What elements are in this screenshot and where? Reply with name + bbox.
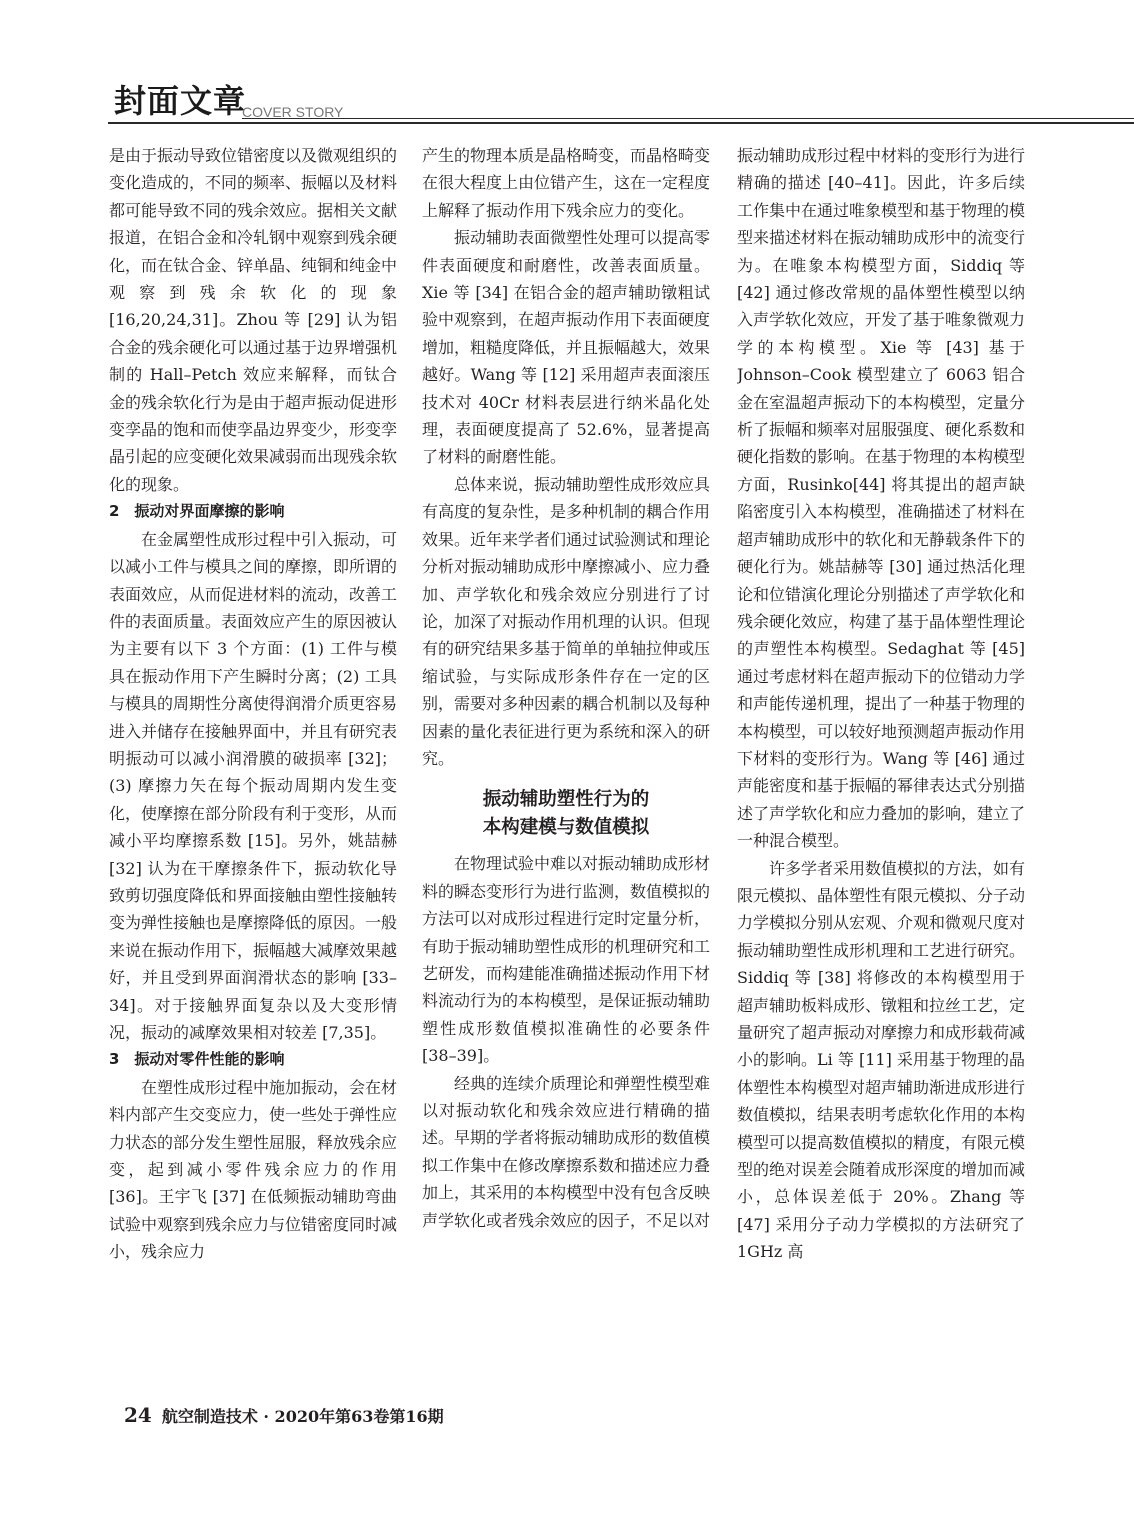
page-number: 24 xyxy=(124,1403,152,1427)
paragraph: 在塑性成形过程中施加振动，会在材料内部产生交变应力，使一些处于弹性应力状态的部分发生塑性屈服，释放残余应变，起到减小零件残余应力的作用 [36]。王宇飞 [37] 在低频振动辅助弯曲试验中观察到残余应力与位错密度同时减小，残余应力 xyxy=(109,1077,397,1262)
journal-citation: 航空制造技术 · 2020年第63卷第16期 xyxy=(161,1407,444,1426)
paragraph: 产生的物理本质是晶格畸变，而晶格畸变在很大程度上由位错产生，这在一定程度上解释了振动作用下残余应力的变化。 xyxy=(422,146,710,220)
section-heading-3: 3 振动对零件性能的影响 xyxy=(109,1050,285,1069)
paragraph: 经典的连续介质理论和弹塑性模型难以对振动软化和残余效应进行精确的描述。早期的学者将振动辅助成形的数值模拟工作集中在修改摩擦系数和描述应力叠加上，其采用的本构模型中没有包含反映声学软化或者残余效应的因子，不足以对 xyxy=(422,1073,710,1230)
header-rule xyxy=(108,122,1134,124)
main-section-heading xyxy=(422,786,710,842)
section-heading-2: 2 振动对界面摩擦的影响 xyxy=(109,502,285,521)
paragraph: 在金属塑性成形过程中引入振动，可以减小工件与模具之间的摩擦，即所谓的表面效应，从而促进材料的流动，改善工件的表面质量。表面效应产生的原因被认为主要有以下 3 个方面：(1) 工件与模具在振动作用下产生瞬时分离；(2) 工具与模具的周期性分离使得润滑介质更容易进入并储存在接触界面中，并且有研究表明振动可以减小润滑膜的破损率 [32]；(3) 摩擦力矢在每个振动周期内发生变化，使摩擦在部分阶段有利于变形，从而减小平均摩擦系数 [15]。另外，姚喆赫 [32] 认为在干摩擦条件下，振动软化导致剪切强度降低和界面接触由塑性接触转变为弹性接触也是摩擦降低的原因。一般来说在振动作用下，振幅越大减摩效果越好，并且受到界面润滑状态的影响 [33–34]。对于接触界面复杂以及大变形情况，振动的减摩效果相对较差 [7,35]。 xyxy=(109,529,397,1042)
text-column-2 xyxy=(422,142,710,1234)
section-title: 封面文章 xyxy=(114,82,247,120)
paragraph: 振动辅助表面微塑性处理可以提高零件表面硬度和耐磨性，改善表面质量。Xie 等 [34] 在铝合金的超声辅助镦粗试验中观察到，在超声振动作用下表面硬度增加，粗糙度降低，并且振幅越大，效果越好。Wang 等 [12] 采用超声表面滚压技术对 40Cr 材料表层进行纳米晶化处理，表面硬度提高了 52.6%，显著提高了材料的耐磨性能。 xyxy=(422,228,710,467)
paragraph: 总体来说，振动辅助塑性成形效应具有高度的复杂性，是多种机制的耦合作用效果。近年来学者们通过试验测试和理论分析对振动辅助成形中摩擦减小、应力叠加、声学软化和残余效应分别进行了讨论，加深了对振动作用机理的认识。但现有的研究结果多基于简单的单轴拉伸或压缩试验，与实际成形条件存在一定的区别，需要对多种因素的耦合机制以及每种因素的量化表征进行更为系统和深入的研究。 xyxy=(422,474,710,768)
page-footer xyxy=(124,1404,444,1428)
text-column-3 xyxy=(737,142,1025,1266)
text-column-1 xyxy=(109,142,397,1266)
heading-line-2: 本构建模与数值模拟 xyxy=(482,817,650,839)
header-rule-thin xyxy=(242,118,1134,119)
paragraph: 在物理试验中难以对振动辅助成形材料的瞬态变形行为进行监测，数值模拟的方法可以对成形过程进行定时定量分析，有助于振动辅助塑性成形的机理研究和工艺研发，而构建能准确描述振动作用下材料流动行为的本构模型，是保证振动辅助塑性成形数值模拟准确性的必要条件 [38–39]。 xyxy=(422,854,710,1066)
section-subtitle: COVER STORY xyxy=(242,104,344,120)
paragraph: 许多学者采用数值模拟的方法，如有限元模拟、晶体塑性有限元模拟、分子动力学模拟分别从宏观、介观和微观尺度对振动辅助塑性成形机理和工艺进行研究。Siddiq 等 [38] 将修改的本构模型用于超声辅助板料成形、镦粗和拉丝工艺，定量研究了超声振动对摩擦力和成形载荷减小的影响。Li 等 [11] 采用基于物理的晶体塑性本构模型对超声辅助渐进成形进行数值模拟，结果表明考虑软化作用的本构模型可以提高数值模拟的精度，有限元模型的绝对误差会随着成形深度的增加而减小，总体误差低于 20%。Zhang 等 [47] 采用分子动力学模拟的方法研究了 1GHz 高 xyxy=(737,858,1025,1262)
paragraph: 是由于振动导致位错密度以及微观组织的变化造成的，不同的频率、振幅以及材料都可能导致不同的残余效应。据相关文献报道，在铝合金和冷轧钢中观察到残余硬化，而在钛合金、锌单晶、纯铜和纯金中观察到残余软化的现象 [16,20,24,31]。Zhou 等 [29] 认为铝合金的残余硬化可以通过基于边界增强机制的 Hall–Petch 效应来解释，而钛合金的残余软化行为是由于超声振动促进形变孪晶的饱和而使孪晶边界变少，形变孪晶引起的应变硬化效果减弱而出现残余软化的现象。 xyxy=(109,146,397,494)
heading-line-1: 振动辅助塑性行为的 xyxy=(482,789,650,811)
page-header xyxy=(108,80,1134,125)
paragraph: 振动辅助成形过程中材料的变形行为进行精确的描述 [40–41]。因此，许多后续工作集中在通过唯象模型和基于物理的模型来描述材料在振动辅助成形中的流变行为。在唯象本构模型方面，Siddiq 等 [42] 通过修改常规的晶体塑性模型以纳入声学软化效应，开发了基于唯象微观力学的本构模型。Xie 等 [43] 基于 Johnson–Cook 模型建立了 6063 铝合金在室温超声振动下的本构模型，定量分析了振幅和频率对屈服强度、硬化系数和硬化指数的影响。在基于物理的本构模型方面，Rusinko[44] 将其提出的超声缺陷密度引入本构模型，准确描述了材料在超声辅助成形中的软化和无静载条件下的硬化行为。姚喆赫等 [30] 通过热活化理论和位错演化理论分别描述了声学软化和残余硬化效应，构建了基于晶体塑性理论的声塑性本构模型。Sedaghat 等 [45] 通过考虑材料在超声振动下的位错动力学和声能传递机理，提出了一种基于物理的本构模型，可以较好地预测超声振动作用下材料的变形行为。Wang 等 [46] 通过声能密度和基于振幅的幂律表达式分别描述了声学软化和应力叠加的影响，建立了一种混合模型。 xyxy=(737,146,1025,851)
